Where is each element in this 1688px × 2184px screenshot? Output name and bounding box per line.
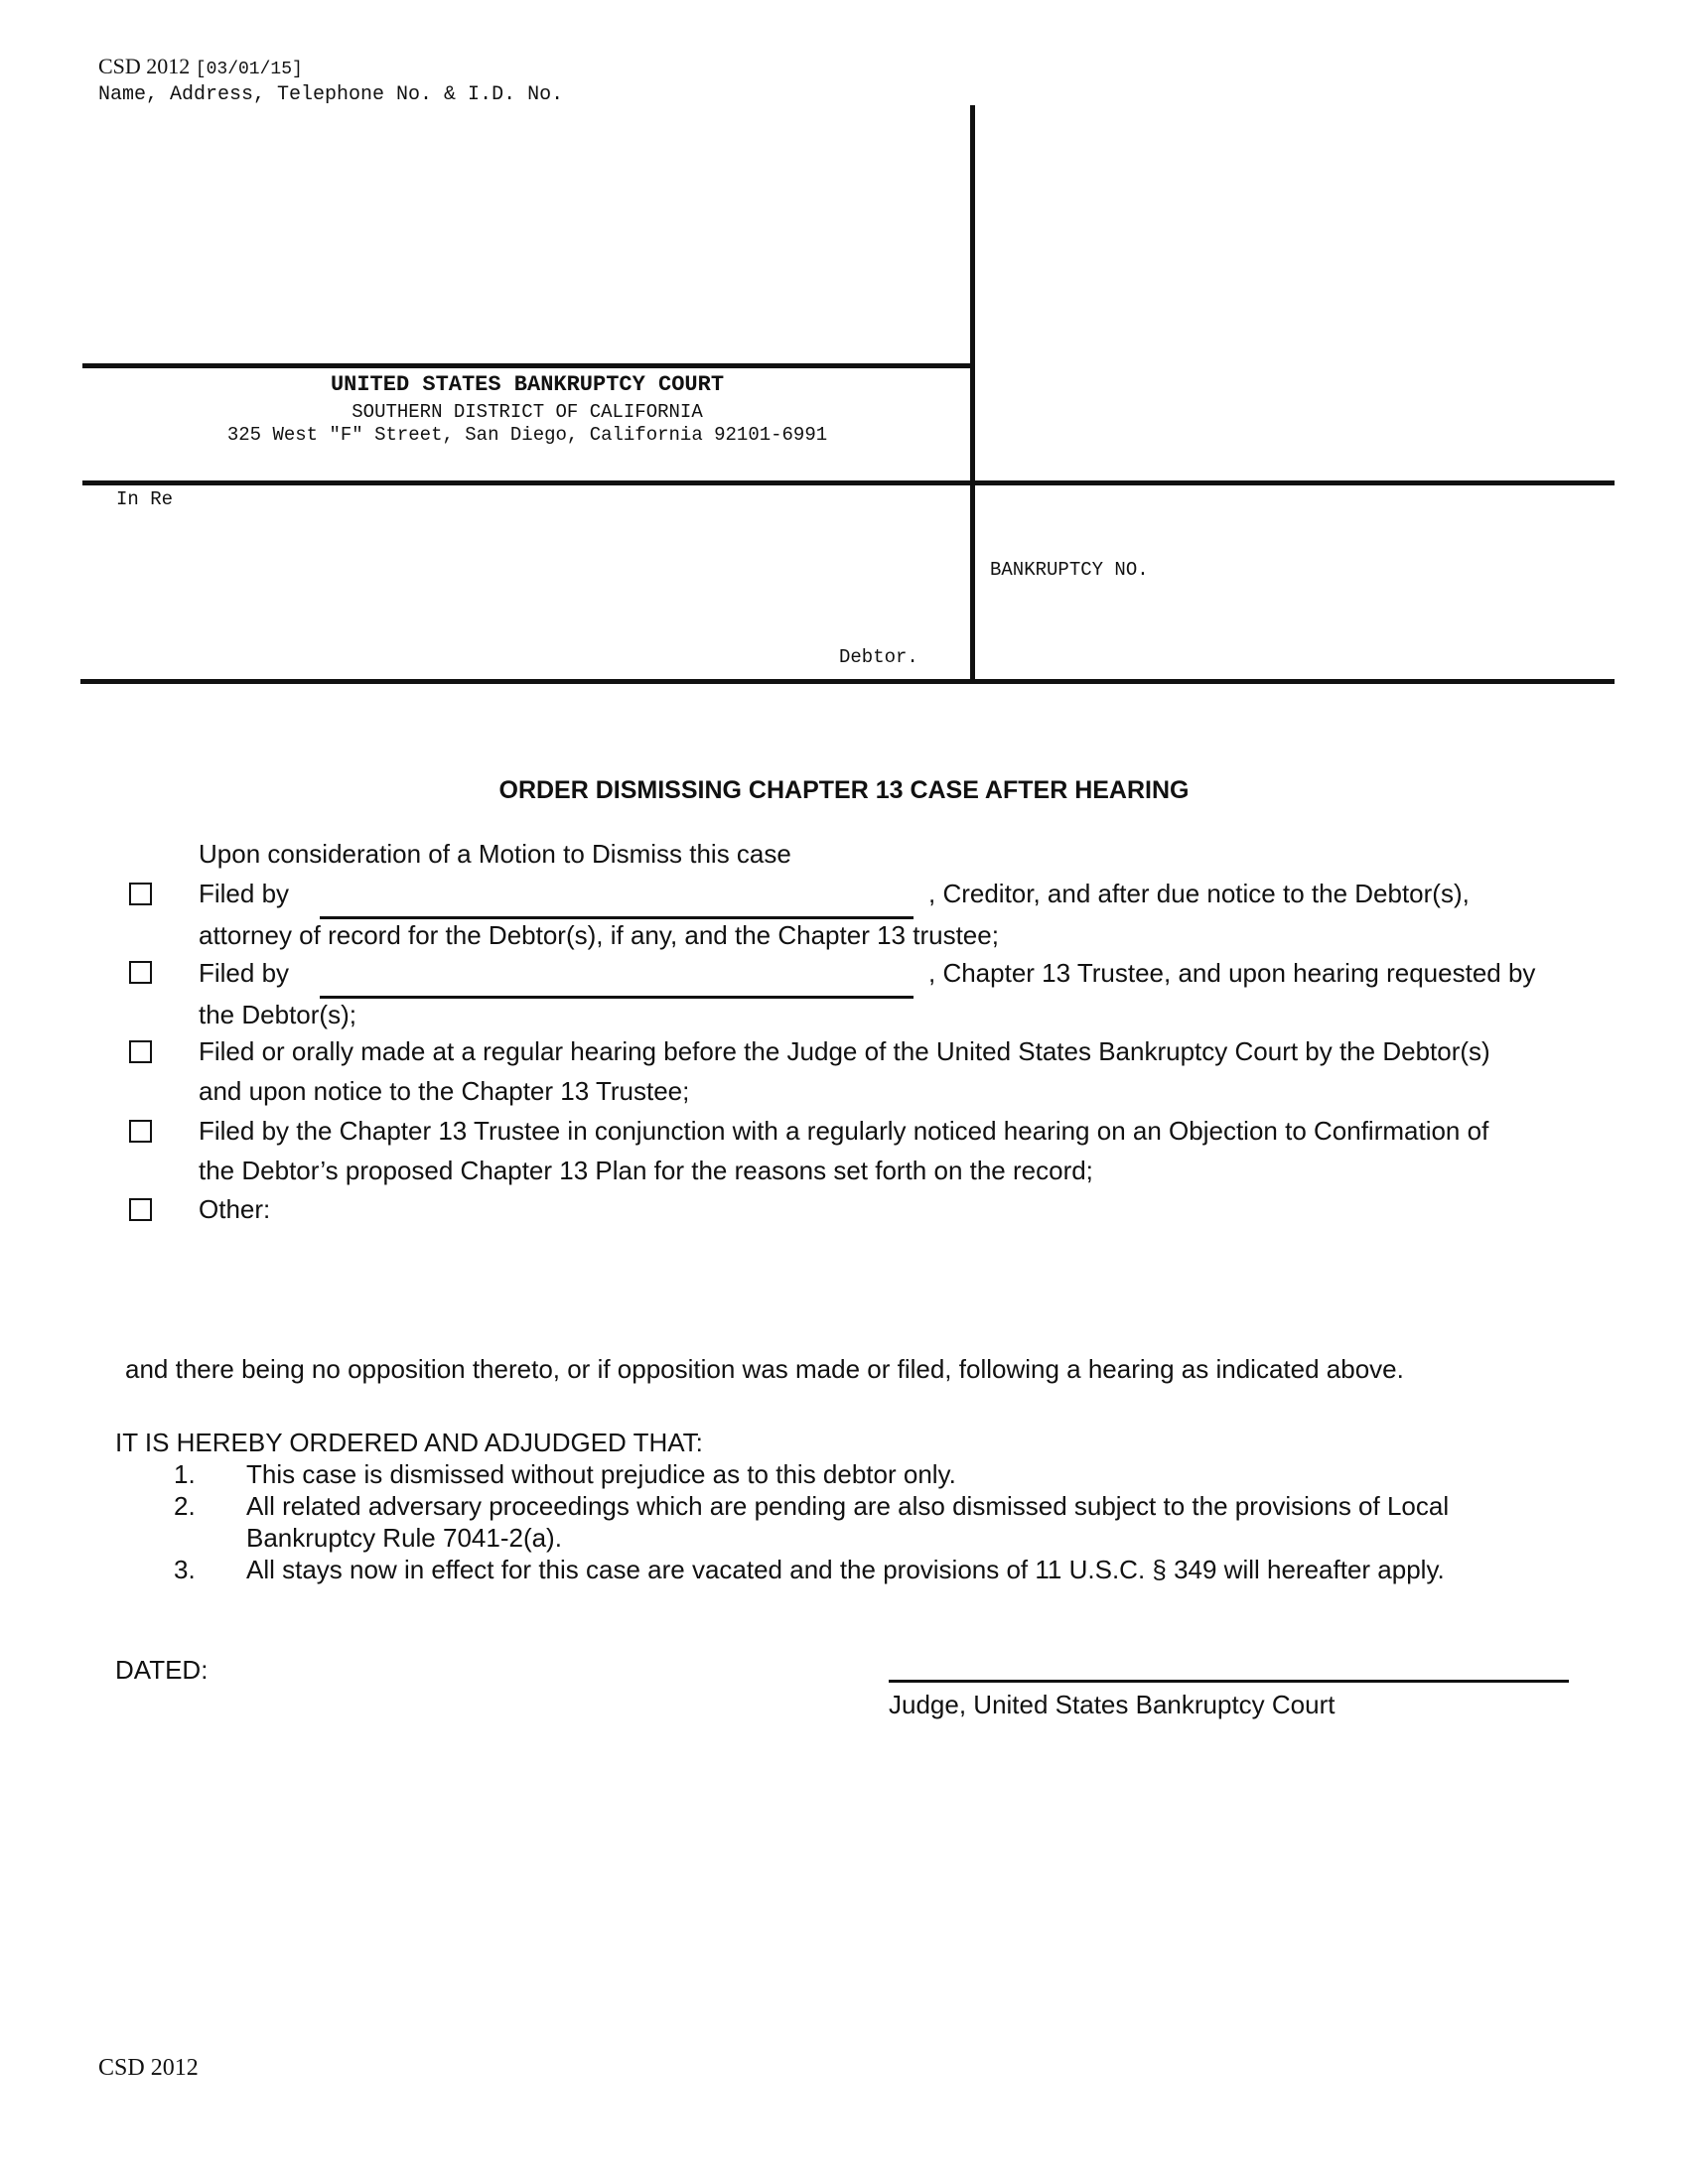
option-other-checkbox[interactable] [129,1198,152,1221]
court-district: SOUTHERN DISTRICT OF CALIFORNIA [352,401,703,423]
form-date: [03/01/15] [195,60,303,79]
order-item-number: 2. [174,1491,196,1521]
creditor-name-field[interactable] [320,916,914,919]
option-objection-line2: the Debtor’s proposed Chapter 13 Plan for the reasons set forth on the record; [199,1156,1093,1185]
no-opposition-text: and there being no opposition thereto, or if opposition was made or filed, following a hearing as indicated above. [125,1354,1404,1384]
order-item-number: 3. [174,1555,196,1584]
name-address-label: Name, Address, Telephone No. & I.D. No. [98,83,564,106]
order-item-number: 1. [174,1459,196,1489]
court-address: 325 West "F" Street, San Diego, California 92101-6991 [226,424,828,446]
order-title: ORDER DISMISSING CHAPTER 13 CASE AFTER HEARING [498,776,1190,804]
bankruptcy-no-label: BANKRUPTCY NO. [990,559,1149,581]
option-creditor-suffix: , Creditor, and after due notice to the Debtor(s), [928,879,1470,908]
option-oral-line1: Filed or orally made at a regular hearing before the Judge of the United States Bankruptcy Court by the Debtor(s) [199,1036,1490,1066]
option-creditor-checkbox[interactable] [129,883,152,905]
court-name: UNITED STATES BANKRUPTCY COURT [330,372,725,397]
judge-label: Judge, United States Bankruptcy Court [889,1690,1336,1719]
trustee-name-field[interactable] [320,996,914,999]
option-trustee-line2: the Debtor(s); [199,1000,356,1029]
caption-bottom-rule [80,679,1615,684]
option-other-label: Other: [199,1194,271,1224]
option-creditor-prefix: Filed by [199,879,290,908]
option-objection-checkbox[interactable] [129,1120,152,1143]
order-item-text: This case is dismissed without prejudice as to this debtor only. [246,1459,956,1489]
caption-middle-rule [82,480,1615,485]
option-trustee-prefix: Filed by [199,958,290,988]
ordered-heading: IT IS HEREBY ORDERED AND ADJUDGED THAT: [115,1428,703,1457]
option-trustee-suffix: , Chapter 13 Trustee, and upon hearing requested by [928,958,1536,988]
motion-intro: Upon consideration of a Motion to Dismiss this case [199,839,791,869]
option-objection-line1: Filed by the Chapter 13 Trustee in conjunction with a regularly noticed hearing on an Objection to Confirmation of [199,1116,1489,1146]
footer-form-number: CSD 2012 [98,2055,199,2081]
option-trustee-checkbox[interactable] [129,961,152,984]
debtor-label: Debtor. [839,646,918,668]
order-item-text: All related adversary proceedings which are pending are also dismissed subject to the provisions of Local [246,1491,1450,1521]
option-oral-line2: and upon notice to the Chapter 13 Trustee; [199,1076,690,1106]
option-oral-checkbox[interactable] [129,1040,152,1063]
judge-signature-line[interactable] [889,1680,1569,1683]
in-re-label: In Re [116,488,174,510]
dated-label: DATED: [115,1655,209,1685]
order-item-text: All stays now in effect for this case are vacated and the provisions of 11 U.S.C. § 349 will hereafter apply. [246,1555,1445,1584]
form-number: CSD 2012 [03/01/15] [98,54,303,79]
option-creditor-line2: attorney of record for the Debtor(s), if any, and the Chapter 13 trustee; [199,920,999,950]
order-item-text-continued: Bankruptcy Rule 7041-2(a). [246,1523,562,1553]
court-top-rule [82,363,972,368]
